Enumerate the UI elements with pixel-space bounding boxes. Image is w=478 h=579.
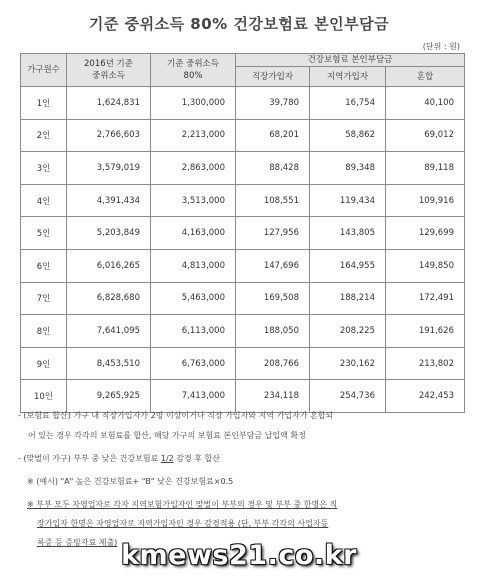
cell-mixed: 89,118: [386, 152, 465, 185]
cell-median: 6,828,680: [67, 282, 151, 315]
note-example: ※ (예시) "A" 높은 건강보험료+ "B" 낮은 건강보험료×0.5: [27, 477, 234, 486]
cell-regional: 89,348: [310, 152, 386, 185]
cell-household: 7인: [21, 282, 67, 315]
cell-employee: 39,780: [236, 87, 310, 120]
cell-median80: 5,463,000: [151, 282, 236, 315]
cell-employee: 234,118: [236, 380, 310, 413]
unit-label: (단위 : 원): [422, 42, 460, 51]
header-employee: 직장가입자: [236, 67, 310, 87]
cell-median: 1,624,831: [67, 87, 151, 120]
cell-mixed: 40,100: [386, 87, 465, 120]
cell-regional: 143,805: [310, 217, 386, 250]
cell-median80: 2,863,000: [151, 152, 236, 185]
cell-median80: 6,113,000: [151, 315, 236, 348]
cell-employee: 88,428: [236, 152, 310, 185]
cell-household: 2인: [21, 119, 67, 152]
cell-household: 3인: [21, 152, 67, 185]
cell-median80: 3,513,000: [151, 184, 236, 217]
cell-household: 8인: [21, 315, 67, 348]
header-median-80: [151, 54, 236, 87]
cell-mixed: 109,916: [386, 184, 465, 217]
header-premium-group: 건강보험료 본인부담금: [236, 54, 465, 67]
table-row: [21, 184, 465, 217]
header-median-80-line1: 기준 중위소득: [167, 59, 219, 69]
note-premium-sum-line2: 어 있는 경우 각각의 보험료를 합산, 해당 가구의 보험료 본인부담금 납입액 확정: [28, 431, 306, 440]
cell-mixed: 69,012: [386, 119, 465, 152]
cell-median80: 1,300,000: [151, 87, 236, 120]
cell-median: 3,579,019: [67, 152, 151, 185]
table-row: [21, 347, 465, 380]
cell-median: 7,641,095: [67, 315, 151, 348]
cell-regional: 164,955: [310, 249, 386, 282]
cell-mixed: 129,699: [386, 217, 465, 250]
page-title: 기준 중위소득 80% 건강보험료 본인부담금: [88, 15, 390, 33]
header-median-2016-line2: 중위소득: [92, 71, 125, 81]
cell-median80: 2,213,000: [151, 119, 236, 152]
cell-household: 4인: [21, 184, 67, 217]
table-row: [21, 380, 465, 413]
cell-regional: 254,736: [310, 380, 386, 413]
note-dual-income-prefix: - (맞벌이 가구) 부부 중 낮은 건강보험료: [18, 454, 159, 463]
note-premium-sum-line1: - (보험료 합산) 가구 내 직장가입자가 2명 이상이거나 직장 가입자와 지역 가입자가 혼합되: [18, 411, 334, 420]
cell-mixed: 191,626: [386, 315, 465, 348]
note-reduction-line3: 록증 등 증빙자료 제출): [37, 538, 118, 547]
cell-mixed: 172,491: [386, 282, 465, 315]
cell-household: 5인: [21, 217, 67, 250]
note-reduction-line2: 장가입자 한명은 자영업자로 지역가입자인 경우 감경적용 (단, 부부 각각의 사업자등: [37, 519, 329, 528]
cell-employee: 68,201: [236, 119, 310, 152]
cell-household: 6인: [21, 249, 67, 282]
cell-median80: 4,163,000: [151, 217, 236, 250]
table-row: [21, 217, 465, 250]
cell-median: 4,391,434: [67, 184, 151, 217]
cell-median: 5,203,849: [67, 217, 151, 250]
table-row: [21, 152, 465, 185]
cell-regional: 119,434: [310, 184, 386, 217]
cell-employee: 147,696: [236, 249, 310, 282]
table-row: [21, 249, 465, 282]
note-reduction-line1: ※ 부부 모두 자영업자로 각자 지역보험가입자인 맞벌이 부부의 경우 및 부부 중 한명은 직: [27, 500, 338, 509]
table-row: [21, 87, 465, 120]
header-median-2016: [67, 54, 151, 87]
cell-mixed: 213,802: [386, 347, 465, 380]
cell-employee: 208,766: [236, 347, 310, 380]
cell-median80: 6,763,000: [151, 347, 236, 380]
header-median-2016-line1: 2016년 기준: [84, 59, 133, 69]
cell-employee: 127,956: [236, 217, 310, 250]
cell-regional: 208,225: [310, 315, 386, 348]
header-regional: 지역가입자: [310, 67, 386, 87]
cell-employee: 108,551: [236, 184, 310, 217]
cell-employee: 169,508: [236, 282, 310, 315]
note-dual-income-fraction: 1/2: [160, 454, 174, 463]
cell-median: 9,265,925: [67, 380, 151, 413]
cell-median80: 4,813,000: [151, 249, 236, 282]
header-median-80-line2: 80%: [183, 71, 203, 81]
note-dual-income: [18, 453, 220, 464]
cell-household: 10인: [21, 380, 67, 413]
cell-mixed: 242,453: [386, 380, 465, 413]
table-row: [21, 282, 465, 315]
cell-median: 2,766,603: [67, 119, 151, 152]
cell-median80: 7,413,000: [151, 380, 236, 413]
cell-household: 1인: [21, 87, 67, 120]
cell-median: 6,016,265: [67, 249, 151, 282]
cell-employee: 188,050: [236, 315, 310, 348]
watermark: kmews21.co.kr: [121, 540, 357, 571]
cell-mixed: 149,850: [386, 249, 465, 282]
cell-regional: 58,862: [310, 119, 386, 152]
note-dual-income-suffix: 감경 후 합산: [176, 454, 221, 463]
header-household: 가구원수: [21, 54, 67, 87]
cell-regional: 188,214: [310, 282, 386, 315]
cell-regional: 230,162: [310, 347, 386, 380]
cell-median: 8,453,510: [67, 347, 151, 380]
premium-table: [20, 53, 465, 413]
table-row: [21, 119, 465, 152]
cell-household: 9인: [21, 347, 67, 380]
cell-regional: 16,754: [310, 87, 386, 120]
table-row: [21, 315, 465, 348]
header-mixed: 혼합: [386, 67, 465, 87]
